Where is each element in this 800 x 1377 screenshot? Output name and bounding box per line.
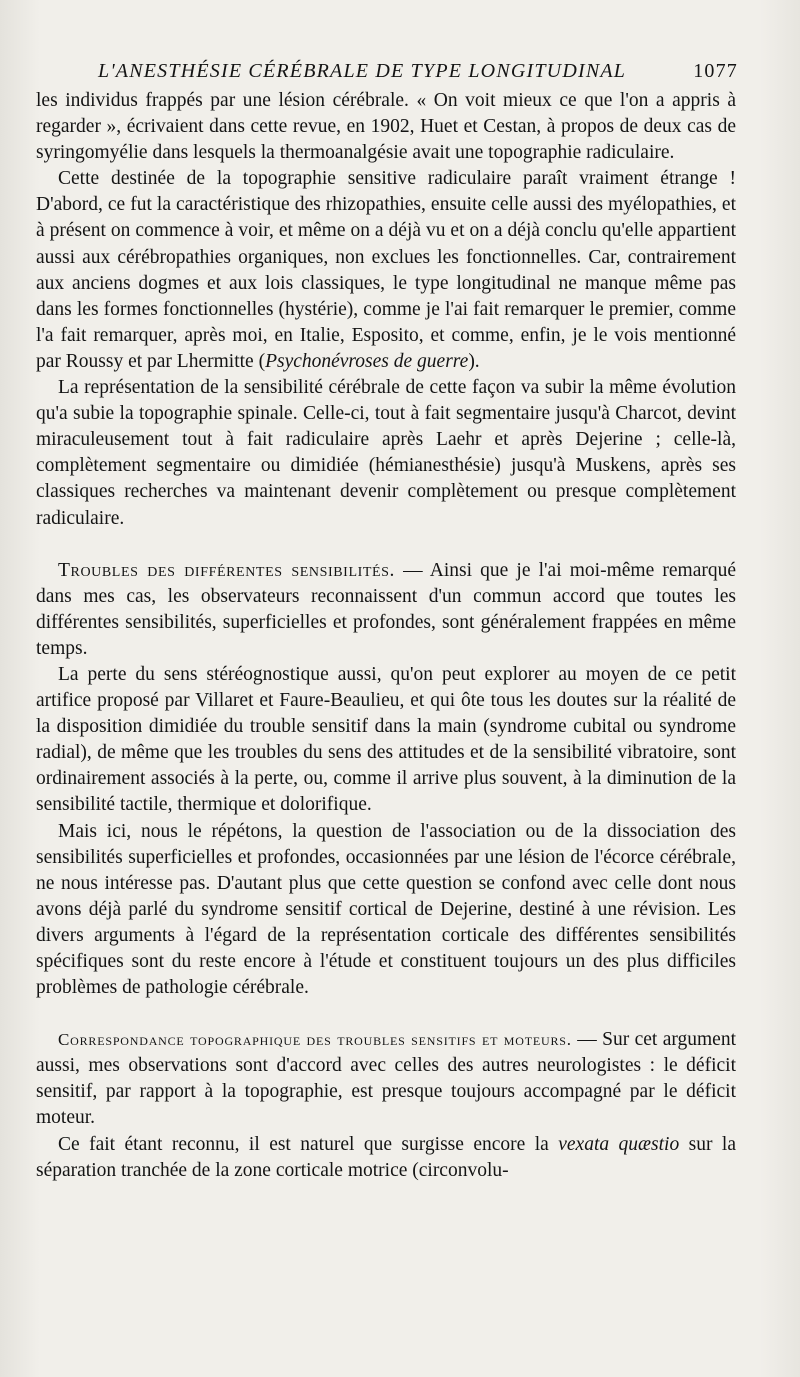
running-title: L'ANESTHÉSIE CÉRÉBRALE DE TYPE LONGITUDINAL: [98, 60, 627, 82]
section-heading-troubles: Troubles des différentes sensibilités.: [58, 559, 396, 581]
section-heading-correspondance: Correspondance topographique des troubles sensitifs et moteurs.: [58, 1030, 572, 1050]
paragraph-8: [36, 1132, 736, 1184]
section-troubles: [36, 558, 736, 662]
section-text-troubles: — Ainsi que je l'ai moi-même remarqué dans mes cas, les observateurs reconnaissent d'un commun accord que toutes les différentes sensibilités, superficielles et profondes, sont généralement frappées en même temps.: [36, 559, 737, 659]
paragraph-1: les individus frappés par une lésion cérébrale. « On voit mieux ce que l'on a appris à regarder », écrivaient dans cette revue, en 1902, Huet et Cestan, à propos de deux cas de syringomyélie dans lesquels la thermoanalgésie avait une topographie radiculaire.: [36, 90, 736, 164]
paragraph-2: [36, 166, 736, 375]
paragraph-2-citation: Psychonévroses de guerre: [265, 350, 469, 372]
paragraph-2-text: Cette destinée de la topographie sensitive radiculaire paraît vraiment étrange ! D'abord, ce fut la caractéristique des rhizopathies, ensuite celle aussi des myélopathies, et à présent on commence à voir, et même on a déjà vu et on a déjà conclu qu'elle appartient aussi aux cérébropathies organiques, non exclues les fonctionnelles. Car, contrairement aux anciens dogmes et aux lois classiques, le type longitudinal ne manque même pas dans les formes fonctionnelles (hystérie), comme je l'ai fait remarquer le premier, comme l'a fait remarquer, après moi, en Italie, Esposito, et comme, enfin, je le vois mentionné par Roussy et par Lhermitte (: [36, 168, 736, 372]
section-text-correspondance: — Sur cet argument aussi, mes observations sont d'accord avec celles des autres neurologistes : le déficit sensitif, par rapport à la topographie, est presque toujours accompagné par le déficit moteur.: [36, 1029, 736, 1129]
body-text: [36, 88, 736, 1184]
page-number: 1077: [693, 60, 738, 82]
section-correspondance: [36, 1027, 736, 1131]
paragraph-8-latin: vexata quæstio: [558, 1133, 680, 1155]
paragraph-6: Mais ici, nous le répétons, la question de l'association ou de la dissociation des sensibilités superficielles et profondes, occasionnées par une lésion de l'écorce cérébrale, ne nous intéresse pas. D'autant plus que cette question se confond avec celle dont nous avons déjà parlé du syndrome sensitif cortical de Dejerine, destiné à une révision. Les divers arguments à l'égard de la représentation corticale des différentes sensibilités spécifiques sont du reste encore à l'étude et constituent toujours un des plus difficiles problèmes de pathologie cérébrale.: [36, 820, 736, 999]
running-header: [98, 60, 738, 90]
paragraph-8-text: Ce fait étant reconnu, il est naturel que surgisse encore la: [58, 1133, 559, 1155]
paragraph-5: La perte du sens stéréognostique aussi, qu'on peut explorer au moyen de ce petit artifice proposé par Villaret et Faure-Beaulieu, et qui ôte tous les doutes sur la réalité de la disposition dimidiée du trouble sensitif dans la main (syndrome cubital ou syndrome radial), de même que les troubles du sens des attitudes et de la sensibilité vibratoire, sont ordinairement associés à la perte, ou, comme il arrive plus souvent, à la diminution de la sensibilité tactile, thermique et dolorifique.: [36, 663, 736, 816]
paragraph-2-end: ).: [468, 350, 480, 372]
paragraph-8-end: sur la séparation tranchée de la zone corticale motrice (circonvolu-: [36, 1133, 736, 1181]
paragraph-3: La représentation de la sensibilité cérébrale de cette façon va subir la même évolution qu'a subie la topographie spinale. Celle-ci, tout à fait segmentaire jusqu'à Charcot, devint miraculeusement tout à fait radiculaire après Laehr et après Dejerine ; celle-là, complètement segmentaire ou dimidiée (hémianesthésie) jusqu'à Muskens, après ses classiques recherches va maintenant devenir complètement ou presque complètement radiculaire.: [36, 377, 736, 529]
